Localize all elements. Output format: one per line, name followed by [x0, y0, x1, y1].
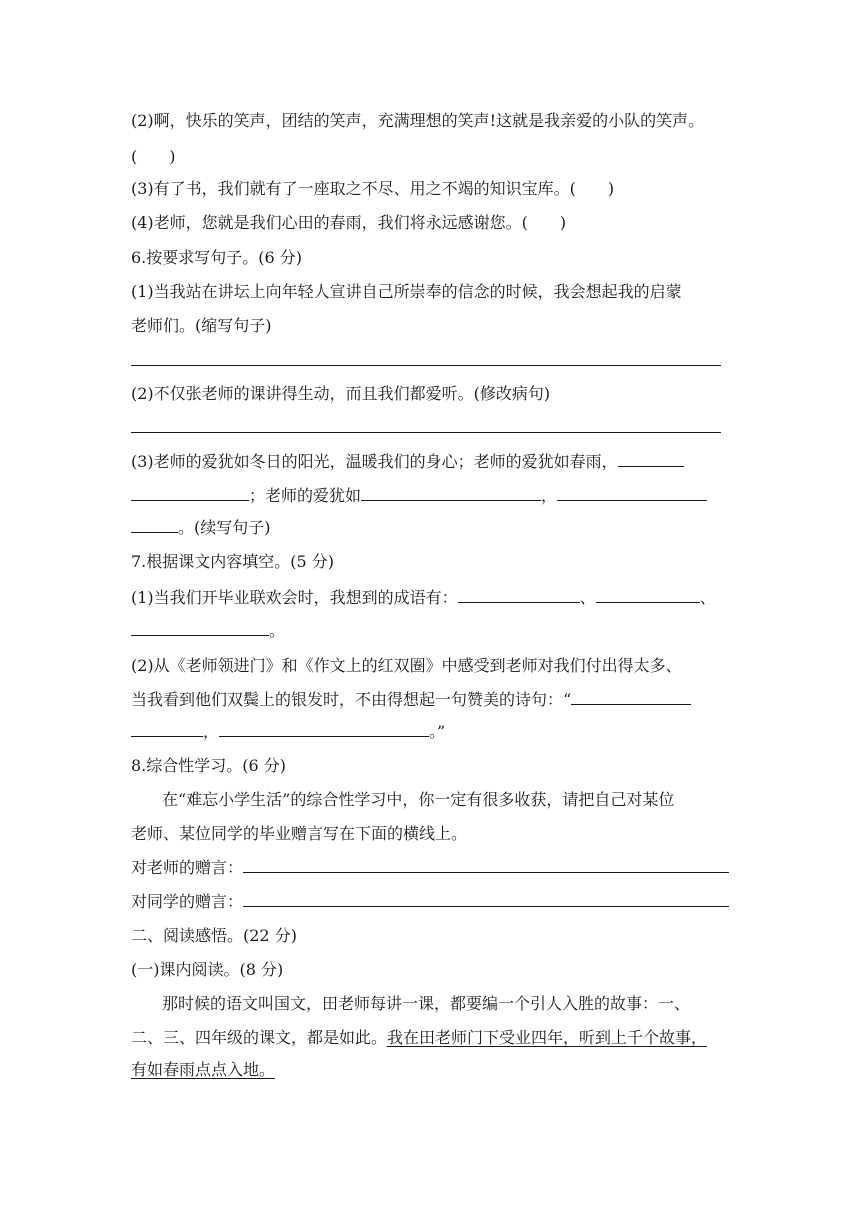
- q7-item-2-line-3: [131, 721, 731, 743]
- q5-item-3: (3)有了书，我们就有了一座取之不尽、用之不竭的知识宝库。( ): [131, 179, 615, 198]
- passage-line-2-text: 二、三、四年级的课文，都是如此。: [131, 1028, 388, 1047]
- q7-idiom-blank-2[interactable]: [596, 587, 700, 603]
- q8-prompt-line-2: 老师、某位同学的毕业赠言写在下面的横线上。: [131, 824, 468, 843]
- q6-item-3-end: 。(续写句子): [178, 518, 271, 537]
- q6-title: 6.按要求写句子。(6 分): [131, 248, 303, 267]
- q8-classmate-row: [131, 891, 731, 913]
- q5-item-2-answer-paren[interactable]: ( ): [131, 147, 176, 166]
- q6-item-3-line-3: [131, 517, 731, 539]
- q6-item-3-blank-2[interactable]: [361, 485, 541, 501]
- q7-poem-blank-2[interactable]: [219, 721, 429, 737]
- q8-classmate-answer-line[interactable]: [243, 891, 729, 907]
- q7-item-2-line-2: [131, 689, 731, 711]
- q8-teacher-label: 对老师的赠言：: [131, 858, 244, 877]
- q6-item-3-comma: ，: [541, 486, 558, 505]
- q8-teacher-answer-line[interactable]: [243, 857, 729, 873]
- part2-title: 二、阅读感悟。(22 分): [131, 926, 297, 945]
- q7-item-2-comma: ，: [203, 722, 220, 741]
- q8-prompt-line-1: 在“难忘小学生活”的综合性学习中，你一定有很多收获，请把自己对某位: [162, 790, 675, 809]
- passage-line-1: 那时候的语文叫国文，田老师每讲一课，都要编一个引人入胜的故事：一、: [162, 994, 691, 1013]
- part2-section-1-title: (一)课内阅读。(8 分): [131, 960, 284, 979]
- q6-item-2-answer-line[interactable]: [131, 432, 721, 433]
- q6-item-3-blank-3-cont[interactable]: [131, 517, 178, 533]
- q5-item-4: (4)老师，您就是我们心田的春雨，我们将永远感谢您。( ): [131, 213, 567, 232]
- passage-underlined-sentence-b: 有如春雨点点入地。: [131, 1060, 276, 1079]
- q7-poem-blank-1-cont[interactable]: [131, 721, 203, 737]
- q8-classmate-label: 对同学的赠言：: [131, 892, 244, 911]
- q6-item-3-blank-1[interactable]: [618, 451, 684, 467]
- q6-item-1-line-1: (1)当我站在讲坛上向年轻人宣讲自己所崇奉的信念的时候，我会想起我的启蒙: [131, 282, 682, 301]
- q5-item-2: (2)啊，快乐的笑声，团结的笑声，充满理想的笑声!这就是我亲爱的小队的笑声。: [131, 111, 705, 130]
- q6-item-1-answer-line[interactable]: [131, 365, 721, 366]
- q7-item-1-text: (1)当我们开毕业联欢会时，我想到的成语有：: [131, 588, 458, 607]
- q8-teacher-row: [131, 857, 731, 879]
- q7-sep-2: 、: [699, 588, 716, 607]
- q6-item-3-line-1: [131, 451, 731, 473]
- q7-item-1-line-1: [131, 587, 731, 609]
- q7-item-2-text: 当我看到他们双鬓上的银发时，不由得想起一句赞美的诗句：“: [131, 690, 572, 709]
- q7-item-1-end: 。: [269, 621, 286, 640]
- q7-item-2-end: 。”: [429, 722, 446, 741]
- q6-item-3-mid-text: ；老师的爱犹如: [249, 486, 362, 505]
- q8-title: 8.综合性学习。(6 分): [131, 756, 287, 775]
- q7-item-1-line-2: [131, 620, 731, 642]
- q6-item-2: (2)不仅张老师的课讲得生动，而且我们都爱听。(修改病句): [131, 384, 551, 403]
- q7-sep-1: 、: [579, 588, 596, 607]
- q7-title: 7.根据课文内容填空。(5 分): [131, 552, 335, 571]
- q6-item-3-line-2: [131, 485, 731, 507]
- passage-underlined-sentence-a: 我在田老师门下受业四年，听到上千个故事，: [387, 1028, 708, 1047]
- passage-line-3: [131, 1059, 731, 1081]
- q7-poem-blank-1[interactable]: [571, 689, 691, 705]
- q6-item-3-blank-3[interactable]: [557, 485, 707, 501]
- passage-line-2: [131, 1027, 731, 1049]
- q7-item-2-line-1: (2)从《老师领进门》和《作文上的红双圈》中感受到老师对我们付出得太多、: [131, 656, 682, 675]
- q6-item-3-text: (3)老师的爱犹如冬日的阳光，温暖我们的身心；老师的爱犹如春雨，: [131, 452, 618, 471]
- q7-idiom-blank-1[interactable]: [458, 587, 580, 603]
- q7-idiom-blank-3[interactable]: [131, 620, 269, 636]
- q6-item-1-line-2: 老师们。(缩写句子): [131, 316, 272, 335]
- q6-item-3-blank-1-cont[interactable]: [131, 485, 249, 501]
